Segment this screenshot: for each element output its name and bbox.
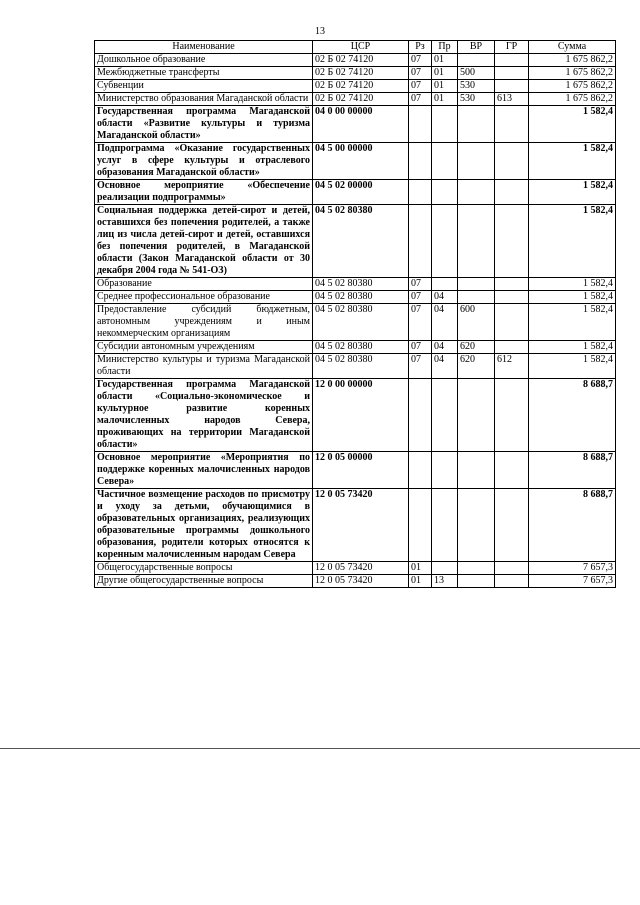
cell-name: Государственная программа Магаданской области «Развитие культуры и туризма Магаданской области» (95, 106, 313, 143)
table-row (95, 278, 616, 291)
cell-rz: 01 (409, 575, 432, 588)
cell-csr: 04 5 02 80380 (313, 341, 409, 354)
cell-name: Основное мероприятие «Мероприятия по поддержке коренных малочисленных народов Севера» (95, 452, 313, 489)
cell-sum: 1 582,4 (529, 143, 616, 180)
header-vr: ВР (458, 41, 495, 54)
cell-pr (432, 205, 458, 278)
table-row (95, 452, 616, 489)
cell-sum: 8 688,7 (529, 489, 616, 562)
cell-pr: 01 (432, 93, 458, 106)
cell-name: Предоставление субсидий бюджетным, автономным учреждениям и иным некоммерческим организациям (95, 304, 313, 341)
table-row (95, 205, 616, 278)
cell-pr: 13 (432, 575, 458, 588)
cell-vr: 530 (458, 93, 495, 106)
cell-vr (458, 180, 495, 205)
cell-pr (432, 379, 458, 452)
cell-rz: 07 (409, 278, 432, 291)
cell-sum: 1 675 862,2 (529, 67, 616, 80)
cell-rz: 07 (409, 291, 432, 304)
cell-sum: 1 675 862,2 (529, 80, 616, 93)
cell-csr: 12 0 05 00000 (313, 452, 409, 489)
cell-sum: 7 657,3 (529, 562, 616, 575)
cell-rz (409, 106, 432, 143)
cell-sum: 1 582,4 (529, 180, 616, 205)
cell-vr (458, 143, 495, 180)
table-row (95, 106, 616, 143)
cell-pr: 01 (432, 67, 458, 80)
cell-vr: 530 (458, 80, 495, 93)
cell-gr (495, 180, 529, 205)
table-row (95, 54, 616, 67)
header-row (95, 41, 616, 54)
cell-pr: 04 (432, 291, 458, 304)
cell-pr (432, 278, 458, 291)
cell-vr: 620 (458, 354, 495, 379)
cell-csr: 12 0 00 00000 (313, 379, 409, 452)
cell-rz: 01 (409, 562, 432, 575)
cell-vr (458, 205, 495, 278)
cell-rz: 07 (409, 93, 432, 106)
cell-name: Субсидии автономным учреждениям (95, 341, 313, 354)
cell-name: Образование (95, 278, 313, 291)
cell-gr (495, 341, 529, 354)
cell-gr (495, 291, 529, 304)
cell-sum: 1 582,4 (529, 304, 616, 341)
cell-name: Субвенции (95, 80, 313, 93)
cell-pr (432, 143, 458, 180)
table-row (95, 575, 616, 588)
cell-vr: 500 (458, 67, 495, 80)
cell-csr: 12 0 05 73420 (313, 575, 409, 588)
cell-gr (495, 205, 529, 278)
cell-sum: 8 688,7 (529, 452, 616, 489)
table-row (95, 304, 616, 341)
table-row (95, 180, 616, 205)
cell-csr: 04 5 02 00000 (313, 180, 409, 205)
cell-vr (458, 278, 495, 291)
cell-name: Дошкольное образование (95, 54, 313, 67)
cell-sum: 8 688,7 (529, 379, 616, 452)
cell-name: Общегосударственные вопросы (95, 562, 313, 575)
cell-csr: 04 5 02 80380 (313, 278, 409, 291)
cell-vr: 600 (458, 304, 495, 341)
table-row (95, 489, 616, 562)
cell-sum: 1 582,4 (529, 291, 616, 304)
table-row (95, 143, 616, 180)
cell-rz (409, 489, 432, 562)
cell-gr: 612 (495, 354, 529, 379)
cell-vr (458, 489, 495, 562)
cell-vr: 620 (458, 341, 495, 354)
cell-vr (458, 562, 495, 575)
cell-csr: 02 Б 02 74120 (313, 80, 409, 93)
cell-gr: 613 (495, 93, 529, 106)
table-row (95, 379, 616, 452)
header-csr: ЦСР (313, 41, 409, 54)
cell-pr (432, 489, 458, 562)
cell-csr: 04 5 02 80380 (313, 304, 409, 341)
cell-vr (458, 452, 495, 489)
cell-csr: 02 Б 02 74120 (313, 93, 409, 106)
table-body (95, 54, 616, 588)
cell-vr (458, 106, 495, 143)
cell-csr: 02 Б 02 74120 (313, 54, 409, 67)
cell-sum: 1 675 862,2 (529, 54, 616, 67)
cell-gr (495, 143, 529, 180)
cell-gr (495, 562, 529, 575)
cell-gr (495, 54, 529, 67)
cell-csr: 02 Б 02 74120 (313, 67, 409, 80)
cell-pr: 04 (432, 354, 458, 379)
cell-pr: 01 (432, 54, 458, 67)
header-name: Наименование (95, 41, 313, 54)
cell-gr (495, 379, 529, 452)
cell-rz: 07 (409, 67, 432, 80)
table-row (95, 354, 616, 379)
cell-sum: 1 582,4 (529, 278, 616, 291)
cell-csr: 04 5 02 80380 (313, 205, 409, 278)
cell-gr (495, 575, 529, 588)
cell-gr (495, 278, 529, 291)
header-rz: Рз (409, 41, 432, 54)
page-number: 13 (315, 26, 325, 37)
cell-rz (409, 205, 432, 278)
cell-gr (495, 452, 529, 489)
cell-vr (458, 575, 495, 588)
cell-pr: 04 (432, 341, 458, 354)
cell-name: Государственная программа Магаданской области «Социально-экономическое и культурное развитие коренных малочисленных народов Севера, проживающих на территории Магаданской области» (95, 379, 313, 452)
table-row (95, 80, 616, 93)
cell-gr (495, 67, 529, 80)
cell-csr: 04 5 02 80380 (313, 354, 409, 379)
budget-table (94, 40, 616, 588)
table-row (95, 93, 616, 106)
cell-pr (432, 180, 458, 205)
cell-pr (432, 562, 458, 575)
cell-rz: 07 (409, 304, 432, 341)
cell-vr (458, 291, 495, 304)
cell-rz: 07 (409, 54, 432, 67)
cell-pr (432, 452, 458, 489)
cell-name: Межбюджетные трансферты (95, 67, 313, 80)
cell-rz (409, 379, 432, 452)
cell-sum: 1 582,4 (529, 205, 616, 278)
cell-name: Частичное возмещение расходов по присмотру и уходу за детьми, обучающимися в образовательных организациях, реализующих образовательные программы дошкольного образования, родители которых относятся к коренным малочисленным народам Севера (95, 489, 313, 562)
cell-pr: 04 (432, 304, 458, 341)
cell-csr: 12 0 05 73420 (313, 489, 409, 562)
cell-csr: 12 0 05 73420 (313, 562, 409, 575)
cell-name: Основное мероприятие «Обеспечение реализации подпрограммы» (95, 180, 313, 205)
cell-csr: 04 5 00 00000 (313, 143, 409, 180)
cell-sum: 7 657,3 (529, 575, 616, 588)
cell-rz (409, 143, 432, 180)
cell-gr (495, 80, 529, 93)
cell-sum: 1 582,4 (529, 341, 616, 354)
cell-name: Министерство образования Магаданской области (95, 93, 313, 106)
table-row (95, 291, 616, 304)
cell-name: Подпрограмма «Оказание государственных услуг в сфере культуры и отраслевого образования Магаданской области» (95, 143, 313, 180)
table-row (95, 67, 616, 80)
cell-vr (458, 379, 495, 452)
cell-sum: 1 582,4 (529, 106, 616, 143)
cell-name: Другие общегосударственные вопросы (95, 575, 313, 588)
cell-gr (495, 304, 529, 341)
cell-pr (432, 106, 458, 143)
cell-gr (495, 489, 529, 562)
cell-rz: 07 (409, 354, 432, 379)
cell-sum: 1 582,4 (529, 354, 616, 379)
cell-name: Среднее профессиональное образование (95, 291, 313, 304)
cell-rz (409, 180, 432, 205)
cell-gr (495, 106, 529, 143)
cell-vr (458, 54, 495, 67)
cell-name: Социальная поддержка детей-сирот и детей, оставшихся без попечения родителей, а также лиц из числа детей-сирот и детей, оставшихся без попечения родителей, в Магаданской области (Закон Магаданской области от 30 декабря 2004 года № 541-ОЗ) (95, 205, 313, 278)
header-sum: Сумма (529, 41, 616, 54)
header-gr: ГР (495, 41, 529, 54)
cell-csr: 04 0 00 00000 (313, 106, 409, 143)
header-pr: Пр (432, 41, 458, 54)
cell-rz: 07 (409, 341, 432, 354)
cell-name: Министерство культуры и туризма Магаданской области (95, 354, 313, 379)
page-bottom-rule (0, 748, 640, 749)
table-row (95, 562, 616, 575)
cell-sum: 1 675 862,2 (529, 93, 616, 106)
cell-csr: 04 5 02 80380 (313, 291, 409, 304)
cell-pr: 01 (432, 80, 458, 93)
cell-rz: 07 (409, 80, 432, 93)
table-row (95, 341, 616, 354)
cell-rz (409, 452, 432, 489)
